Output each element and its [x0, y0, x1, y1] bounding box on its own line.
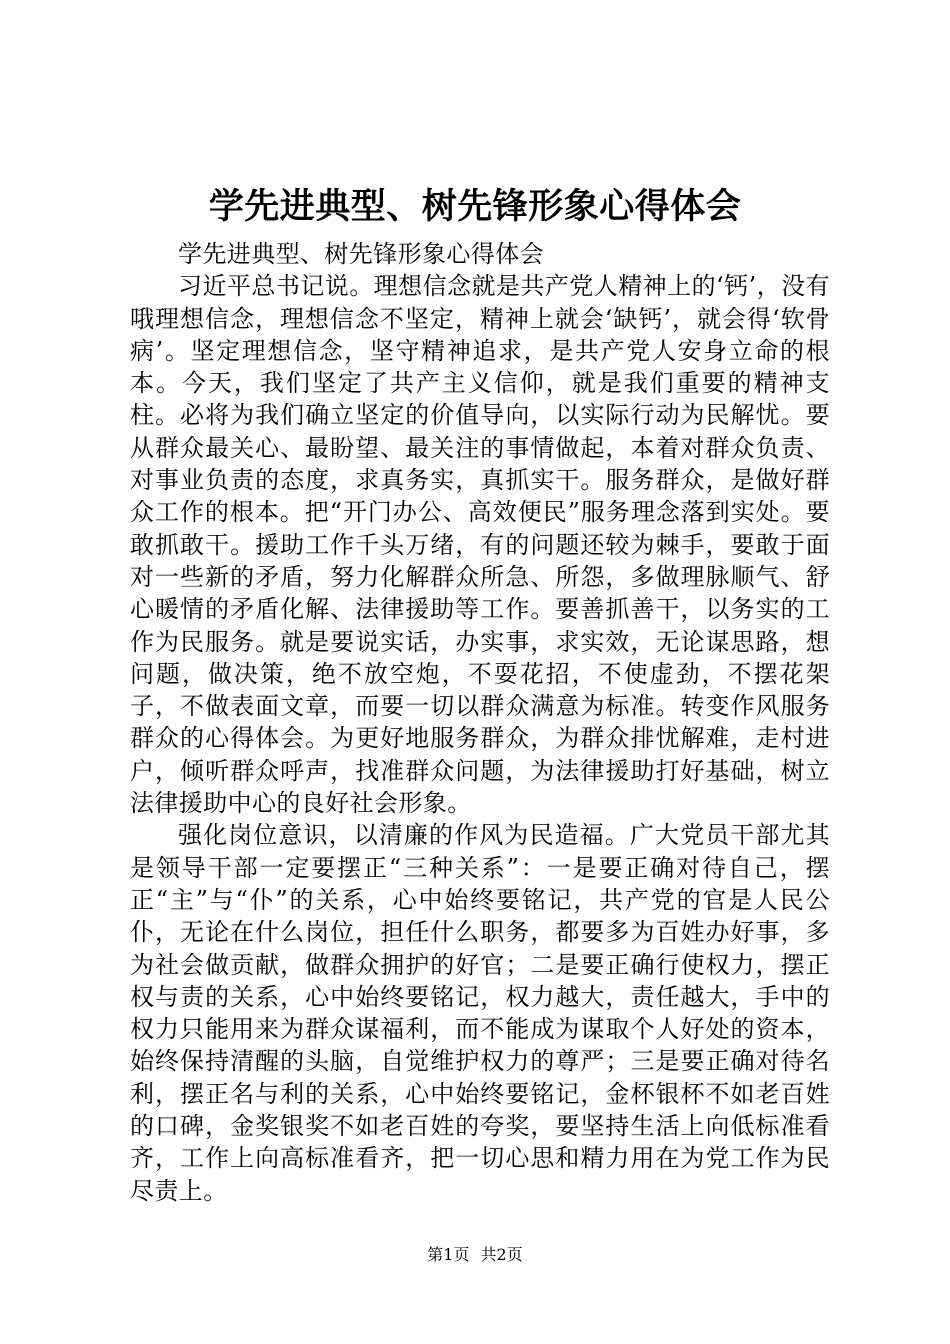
page-total: 共2页 [480, 1245, 523, 1264]
page-number: 第1页 [427, 1245, 470, 1264]
body-paragraph-1: 习近平总书记说。理想信念就是共产党人精神上的‘钙’，没有哦理想信念，理想信念不坚定，精神上就会‘缺钙’，就会得‘软骨病’。坚定理想信念，坚守精神追求，是共产党人安身立命的根本。今天，我们坚定了共产主义信仰，就是我们重要的精神支柱。必将为我们确立坚定的价值导向，以实际行动为民解忧。要从群众最关心、最盼望、最关注的事情做起，本着对群众负责、对事业负责的态度，求真务实，真抓实干。服务群众，是做好群众工作的根本。把“开门办公、高效便民”服务理念落到实处。要敢抓敢干。援助工作千头万绪，有的问题还较为棘手，要敢于面对一些新的矛盾，努力化解群众所急、所怨，多做理脉顺气、舒心暖情的矛盾化解、法律援助等工作。要善抓善干，以务实的工作为民服务。就是要说实话，办实事，求实效，无论谋思路，想问题，做决策，绝不放空炮，不耍花招，不使虚劲，不摆花架子，不做表面文章，而要一切以群众满意为标准。转变作风服务群众的心得体会。为更好地服务群众，为群众排忧解难，走村进户，倾听群众呼声，找准群众问题，为法律援助打好基础，树立法律援助中心的良好社会形象。 [130, 272, 830, 818]
document-body [130, 238, 830, 1207]
body-paragraph-2: 强化岗位意识，以清廉的作风为民造福。广大党员干部尤其是领导干部一定要摆正“三种关系”：一是要正确对待自己，摆正“主”与“仆”的关系，心中始终要铭记，共产党的官是人民公仆，无论在什么岗位，担任什么职务，都要多为百姓办好事，多为社会做贡献，做群众拥护的好官；二是要正确行使权力，摆正权与责的关系，心中始终要铭记，权力越大，责任越大，手中的权力只能用来为群众谋福利，而不能成为谋取个人好处的资本，始终保持清醒的头脑，自觉维护权力的尊严；三是要正确对待名利，摆正名与利的关系，心中始终要铭记，金杯银杯不如老百姓的口碑，金奖银奖不如老百姓的夸奖，要坚持生活上向低标准看齐，工作上向高标准看齐，把一切心思和精力用在为党工作为民尽责上。 [130, 821, 830, 1205]
subtitle-paragraph: 学先进典型、树先锋形象心得体会 [178, 240, 544, 268]
page-footer [0, 1244, 950, 1266]
page-title: 学先进典型、树先锋形象心得体会 [208, 186, 742, 227]
